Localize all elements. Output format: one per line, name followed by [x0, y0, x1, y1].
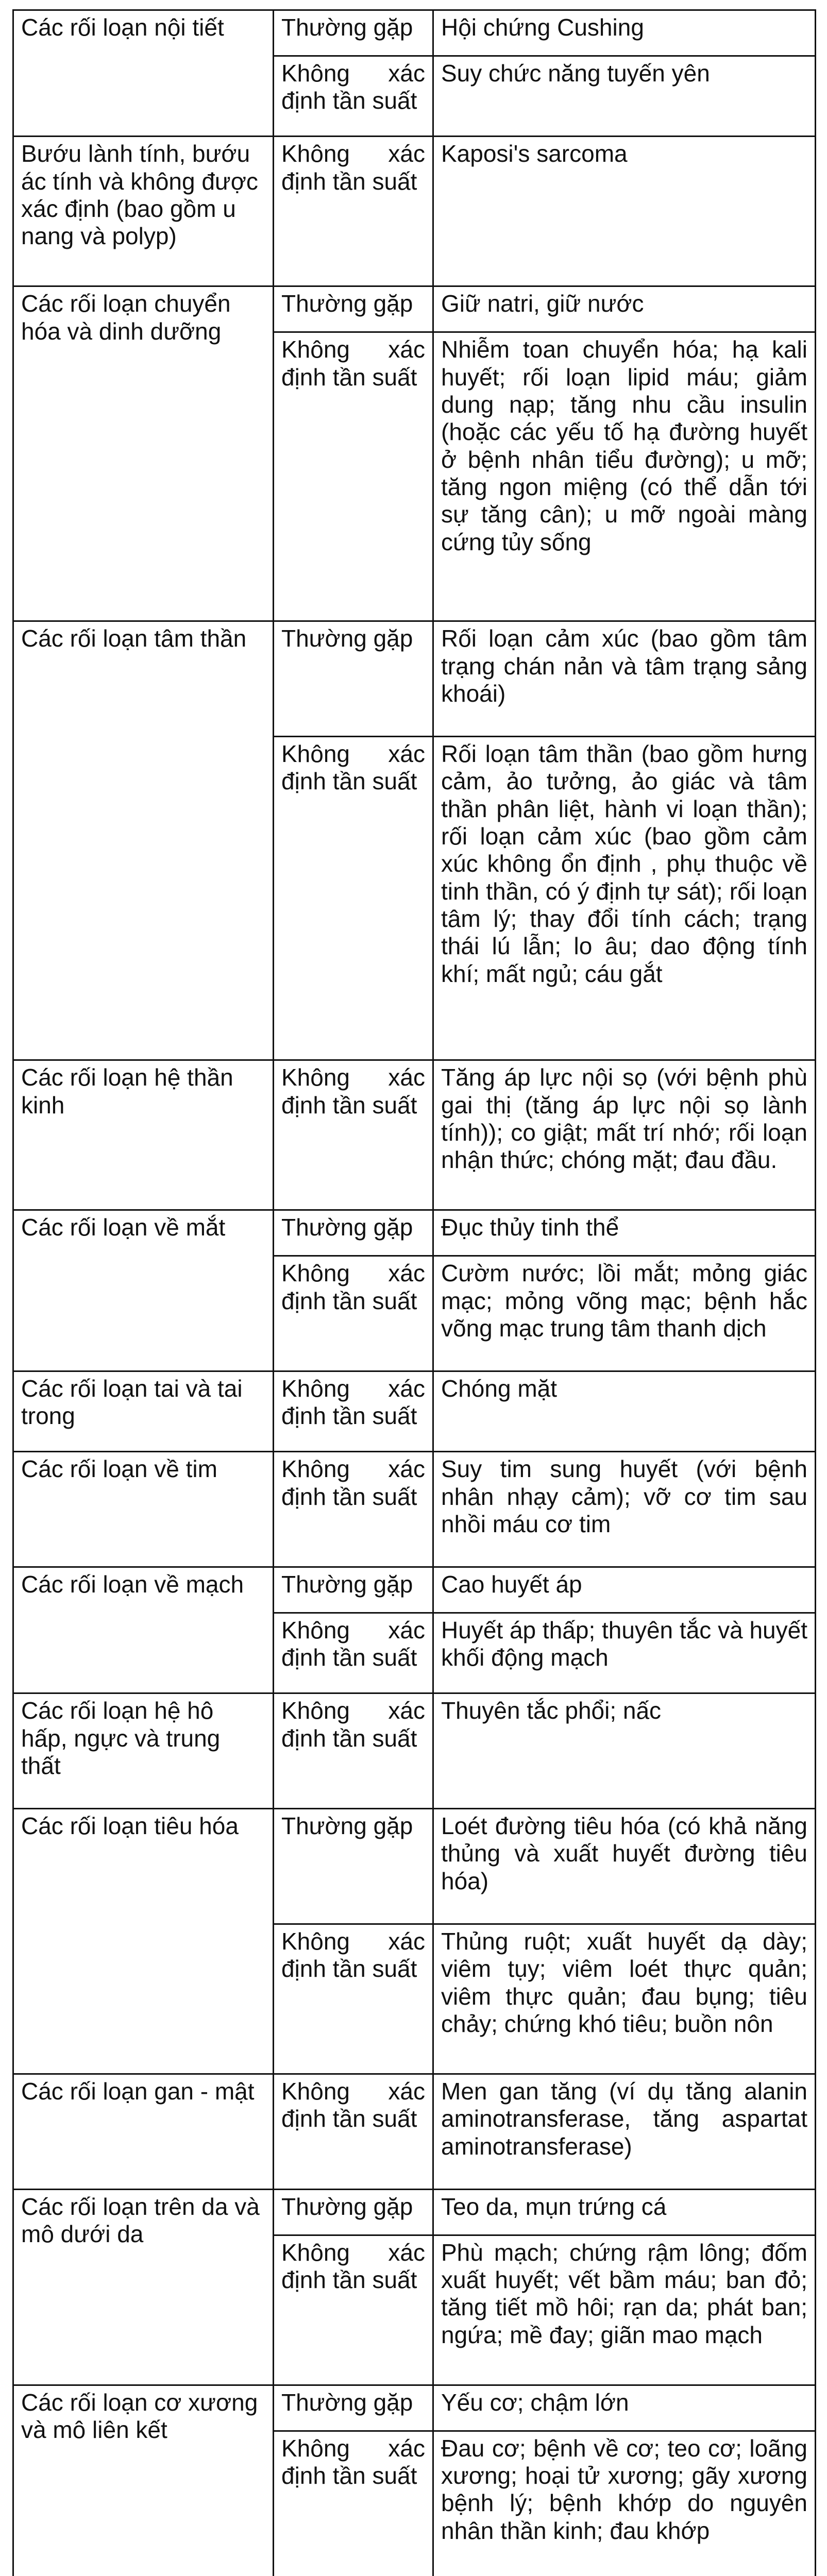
table-row — [13, 621, 816, 737]
table-row — [13, 2189, 816, 2235]
frequency-cell: Thường gặp — [274, 621, 433, 737]
frequency-cell: Thường gặp — [274, 1567, 433, 1613]
table-row — [13, 1452, 816, 1567]
table-row — [13, 1060, 816, 1210]
adverse-effect-cell: Suy tim sung huyết (với bệnh nhân nhạy cảm); vỡ cơ tim sau nhồi máu cơ tim — [433, 1452, 816, 1567]
adverse-effect-cell: Giữ natri, giữ nước — [433, 286, 816, 332]
frequency-cell: Không xác định tần suất — [274, 1924, 433, 2074]
frequency-cell: Không xác định tần suất — [274, 56, 433, 136]
adverse-effect-cell: Chóng mặt — [433, 1371, 816, 1452]
adverse-effect-cell: Loét đường tiêu hóa (có khả năng thủng và xuất huyết đường tiêu hóa) — [433, 1809, 816, 1924]
adverse-effect-cell: Huyết áp thấp; thuyên tắc và huyết khối động mạch — [433, 1613, 816, 1693]
table-row — [13, 2074, 816, 2189]
adverse-effect-cell: Yếu cơ; chậm lớn — [433, 2385, 816, 2431]
frequency-cell: Thường gặp — [274, 1809, 433, 1924]
table-row — [13, 137, 816, 286]
frequency-cell: Không xác định tần suất — [274, 1693, 433, 1809]
adverse-effects-table-body — [13, 10, 816, 2576]
frequency-cell: Thường gặp — [274, 10, 433, 56]
adverse-effect-cell: Cao huyết áp — [433, 1567, 816, 1613]
adverse-effect-cell: Đục thủy tinh thể — [433, 1210, 816, 1256]
adverse-effect-cell: Thủng ruột; xuất huyết dạ dày; viêm tụy; viêm loét thực quản; viêm thực quản; đau bụng; tiêu chảy; chứng khó tiêu; buồn nôn — [433, 1924, 816, 2074]
table-row — [13, 1693, 816, 1809]
frequency-cell: Không xác định tần suất — [274, 736, 433, 1060]
frequency-cell: Không xác định tần suất — [274, 137, 433, 286]
frequency-cell: Không xác định tần suất — [274, 2235, 433, 2385]
organ-class-cell: Các rối loạn về mắt — [13, 1210, 274, 1371]
adverse-effect-cell: Hội chứng Cushing — [433, 10, 816, 56]
organ-class-cell: Các rối loạn tâm thần — [13, 621, 274, 1060]
organ-class-cell: Các rối loạn cơ xương và mô liên kết — [13, 2385, 274, 2576]
frequency-cell: Không xác định tần suất — [274, 2074, 433, 2189]
organ-class-cell: Bướu lành tính, bướu ác tính và không được xác định (bao gồm u nang và polyp) — [13, 137, 274, 286]
organ-class-cell: Các rối loạn về tim — [13, 1452, 274, 1567]
adverse-effects-table — [12, 9, 816, 2576]
adverse-effect-cell: Suy chức năng tuyến yên — [433, 56, 816, 136]
table-row — [13, 286, 816, 332]
table-row — [13, 1210, 816, 1256]
frequency-cell: Không xác định tần suất — [274, 332, 433, 621]
adverse-effect-cell: Rối loạn tâm thần (bao gồm hưng cảm, ảo tưởng, ảo giác và tâm thần phân liệt, hành vi loạn thần); rối loạn cảm xúc (bao gồm cảm xúc không ổn định , phụ thuộc về tinh thần, có ý định tự sát); rối loạn tâm lý; thay đổi tính cách; trạng thái lú lẫn; lo âu; dao động tính khí; mất ngủ; cáu gắt — [433, 736, 816, 1060]
adverse-effect-cell: Men gan tăng (ví dụ tăng alanin aminotransferase, tăng aspartat aminotransferase) — [433, 2074, 816, 2189]
organ-class-cell: Các rối loạn chuyển hóa và dinh dưỡng — [13, 286, 274, 621]
organ-class-cell: Các rối loạn trên da và mô dưới da — [13, 2189, 274, 2385]
organ-class-cell: Các rối loạn hệ thần kinh — [13, 1060, 274, 1210]
adverse-effect-cell: Phù mạch; chứng rậm lông; đốm xuất huyết; vết bầm máu; ban đỏ; tăng tiết mồ hôi; rạn da; phát ban; ngứa; mề đay; giãn mao mạch — [433, 2235, 816, 2385]
frequency-cell: Thường gặp — [274, 286, 433, 332]
table-row — [13, 2385, 816, 2431]
frequency-cell: Không xác định tần suất — [274, 1613, 433, 1693]
organ-class-cell: Các rối loạn hệ hô hấp, ngực và trung thất — [13, 1693, 274, 1809]
adverse-effect-cell: Tăng áp lực nội sọ (với bệnh phù gai thị (tăng áp lực nội sọ lành tính)); co giật; mất trí nhớ; rối loạn nhận thức; chóng mặt; đau đầu. — [433, 1060, 816, 1210]
table-row — [13, 10, 816, 56]
adverse-effect-cell: Rối loạn cảm xúc (bao gồm tâm trạng chán nản và tâm trạng sảng khoái) — [433, 621, 816, 737]
organ-class-cell: Các rối loạn nội tiết — [13, 10, 274, 137]
table-row — [13, 1371, 816, 1452]
frequency-cell: Không xác định tần suất — [274, 1256, 433, 1371]
organ-class-cell: Các rối loạn tiêu hóa — [13, 1809, 274, 2074]
table-row — [13, 1809, 816, 1924]
adverse-effect-cell: Nhiễm toan chuyển hóa; hạ kali huyết; rối loạn lipid máu; giảm dung nạp; tăng nhu cầu insulin (hoặc các yếu tố hạ đường huyết ở bệnh nhân tiểu đường); u mỡ; tăng ngon miệng (có thể dẫn tới sự tăng cân); u mỡ ngoài màng cứng tủy sống — [433, 332, 816, 621]
adverse-effect-cell: Đau cơ; bệnh về cơ; teo cơ; loãng xương; hoại tử xương; gãy xương bệnh lý; bệnh khớp do nguyên nhân thần kinh; đau khớp — [433, 2431, 816, 2576]
frequency-cell: Không xác định tần suất — [274, 1371, 433, 1452]
adverse-effect-cell: Teo da, mụn trứng cá — [433, 2189, 816, 2235]
frequency-cell: Thường gặp — [274, 2189, 433, 2235]
table-row — [13, 1567, 816, 1613]
frequency-cell: Không xác định tần suất — [274, 1452, 433, 1567]
adverse-effect-cell: Cườm nước; lồi mắt; mỏng giác mạc; mỏng võng mạc; bệnh hắc võng mạc trung tâm thanh dịch — [433, 1256, 816, 1371]
frequency-cell: Không xác định tần suất — [274, 2431, 433, 2576]
adverse-effect-cell: Thuyên tắc phổi; nấc — [433, 1693, 816, 1809]
organ-class-cell: Các rối loạn gan - mật — [13, 2074, 274, 2189]
organ-class-cell: Các rối loạn tai và tai trong — [13, 1371, 274, 1452]
frequency-cell: Thường gặp — [274, 1210, 433, 1256]
frequency-cell: Không xác định tần suất — [274, 1060, 433, 1210]
adverse-effect-cell: Kaposi's sarcoma — [433, 137, 816, 286]
frequency-cell: Thường gặp — [274, 2385, 433, 2431]
organ-class-cell: Các rối loạn về mạch — [13, 1567, 274, 1693]
